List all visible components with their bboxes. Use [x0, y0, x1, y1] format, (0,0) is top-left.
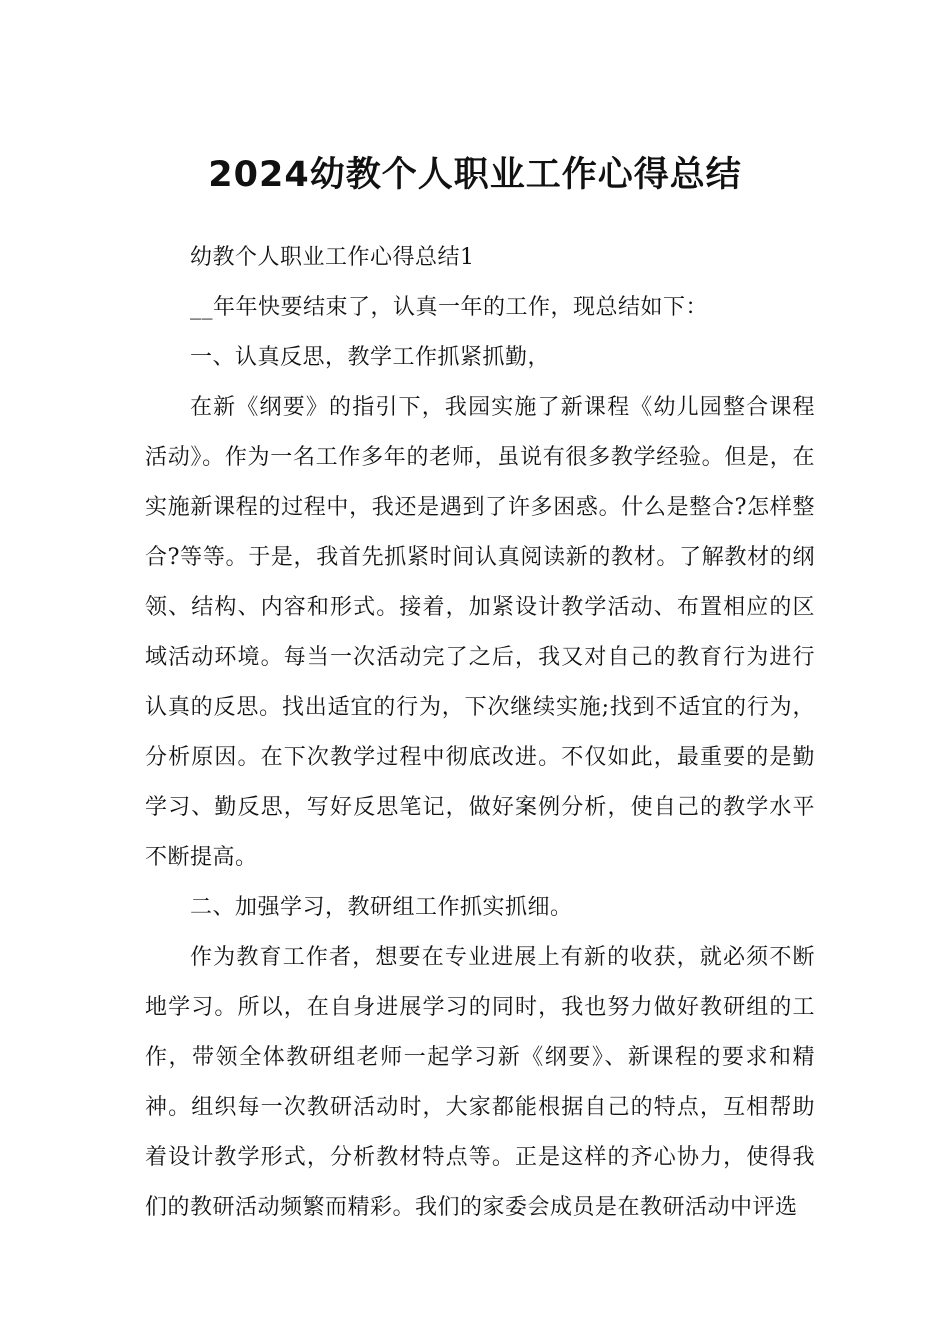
section-heading-1: 一、认真反思，教学工作抓紧抓勤，	[190, 345, 551, 370]
section-heading-2: 二、加强学习，教研组工作抓实抓细。	[190, 895, 573, 920]
subtitle-paragraph: 幼教个人职业工作心得总结1	[190, 245, 475, 270]
body-paragraph: 作为教育工作者，想要在专业进展上有新的收获，就必须不断地学习。所以，在自身进展学习的同时，我也努力做好教研组的工作，带领全体教研组老师一起学习新《纲要》、新课程的要求和精神。组织每一次教研活动时，大家都能根据自己的特点，互相帮助着设计教学形式，分析教材特点等。正是这样的齐心协力，使得我们的教研活动频繁而精彩。我们的家委会成员是在教研活动中评选	[145, 945, 815, 1220]
body-paragraph: 在新《纲要》的指引下，我园实施了新课程《幼儿园整合课程活动》。作为一名工作多年的老师，虽说有很多教学经验。但是，在实施新课程的过程中，我还是遇到了许多困惑。什么是整合?怎样整合?等等。于是，我首先抓紧时间认真阅读新的教材。了解教材的纲领、结构、内容和形式。接着，加紧设计教学活动、布置相应的区域活动环境。每当一次活动完了之后，我又对自己的教育行为进行认真的反思。找出适宜的行为，下次继续实施;找到不适宜的行为，分析原因。在下次教学过程中彻底改进。不仅如此，最重要的是勤学习、勤反思，写好反思笔记，做好案例分析，使自己的教学水平不断提高。	[145, 395, 815, 870]
document-title: 2024幼教个人职业工作心得总结	[208, 155, 742, 196]
document-body	[145, 233, 815, 1233]
intro-paragraph: __年年快要结束了，认真一年的工作，现总结如下：	[190, 295, 709, 320]
